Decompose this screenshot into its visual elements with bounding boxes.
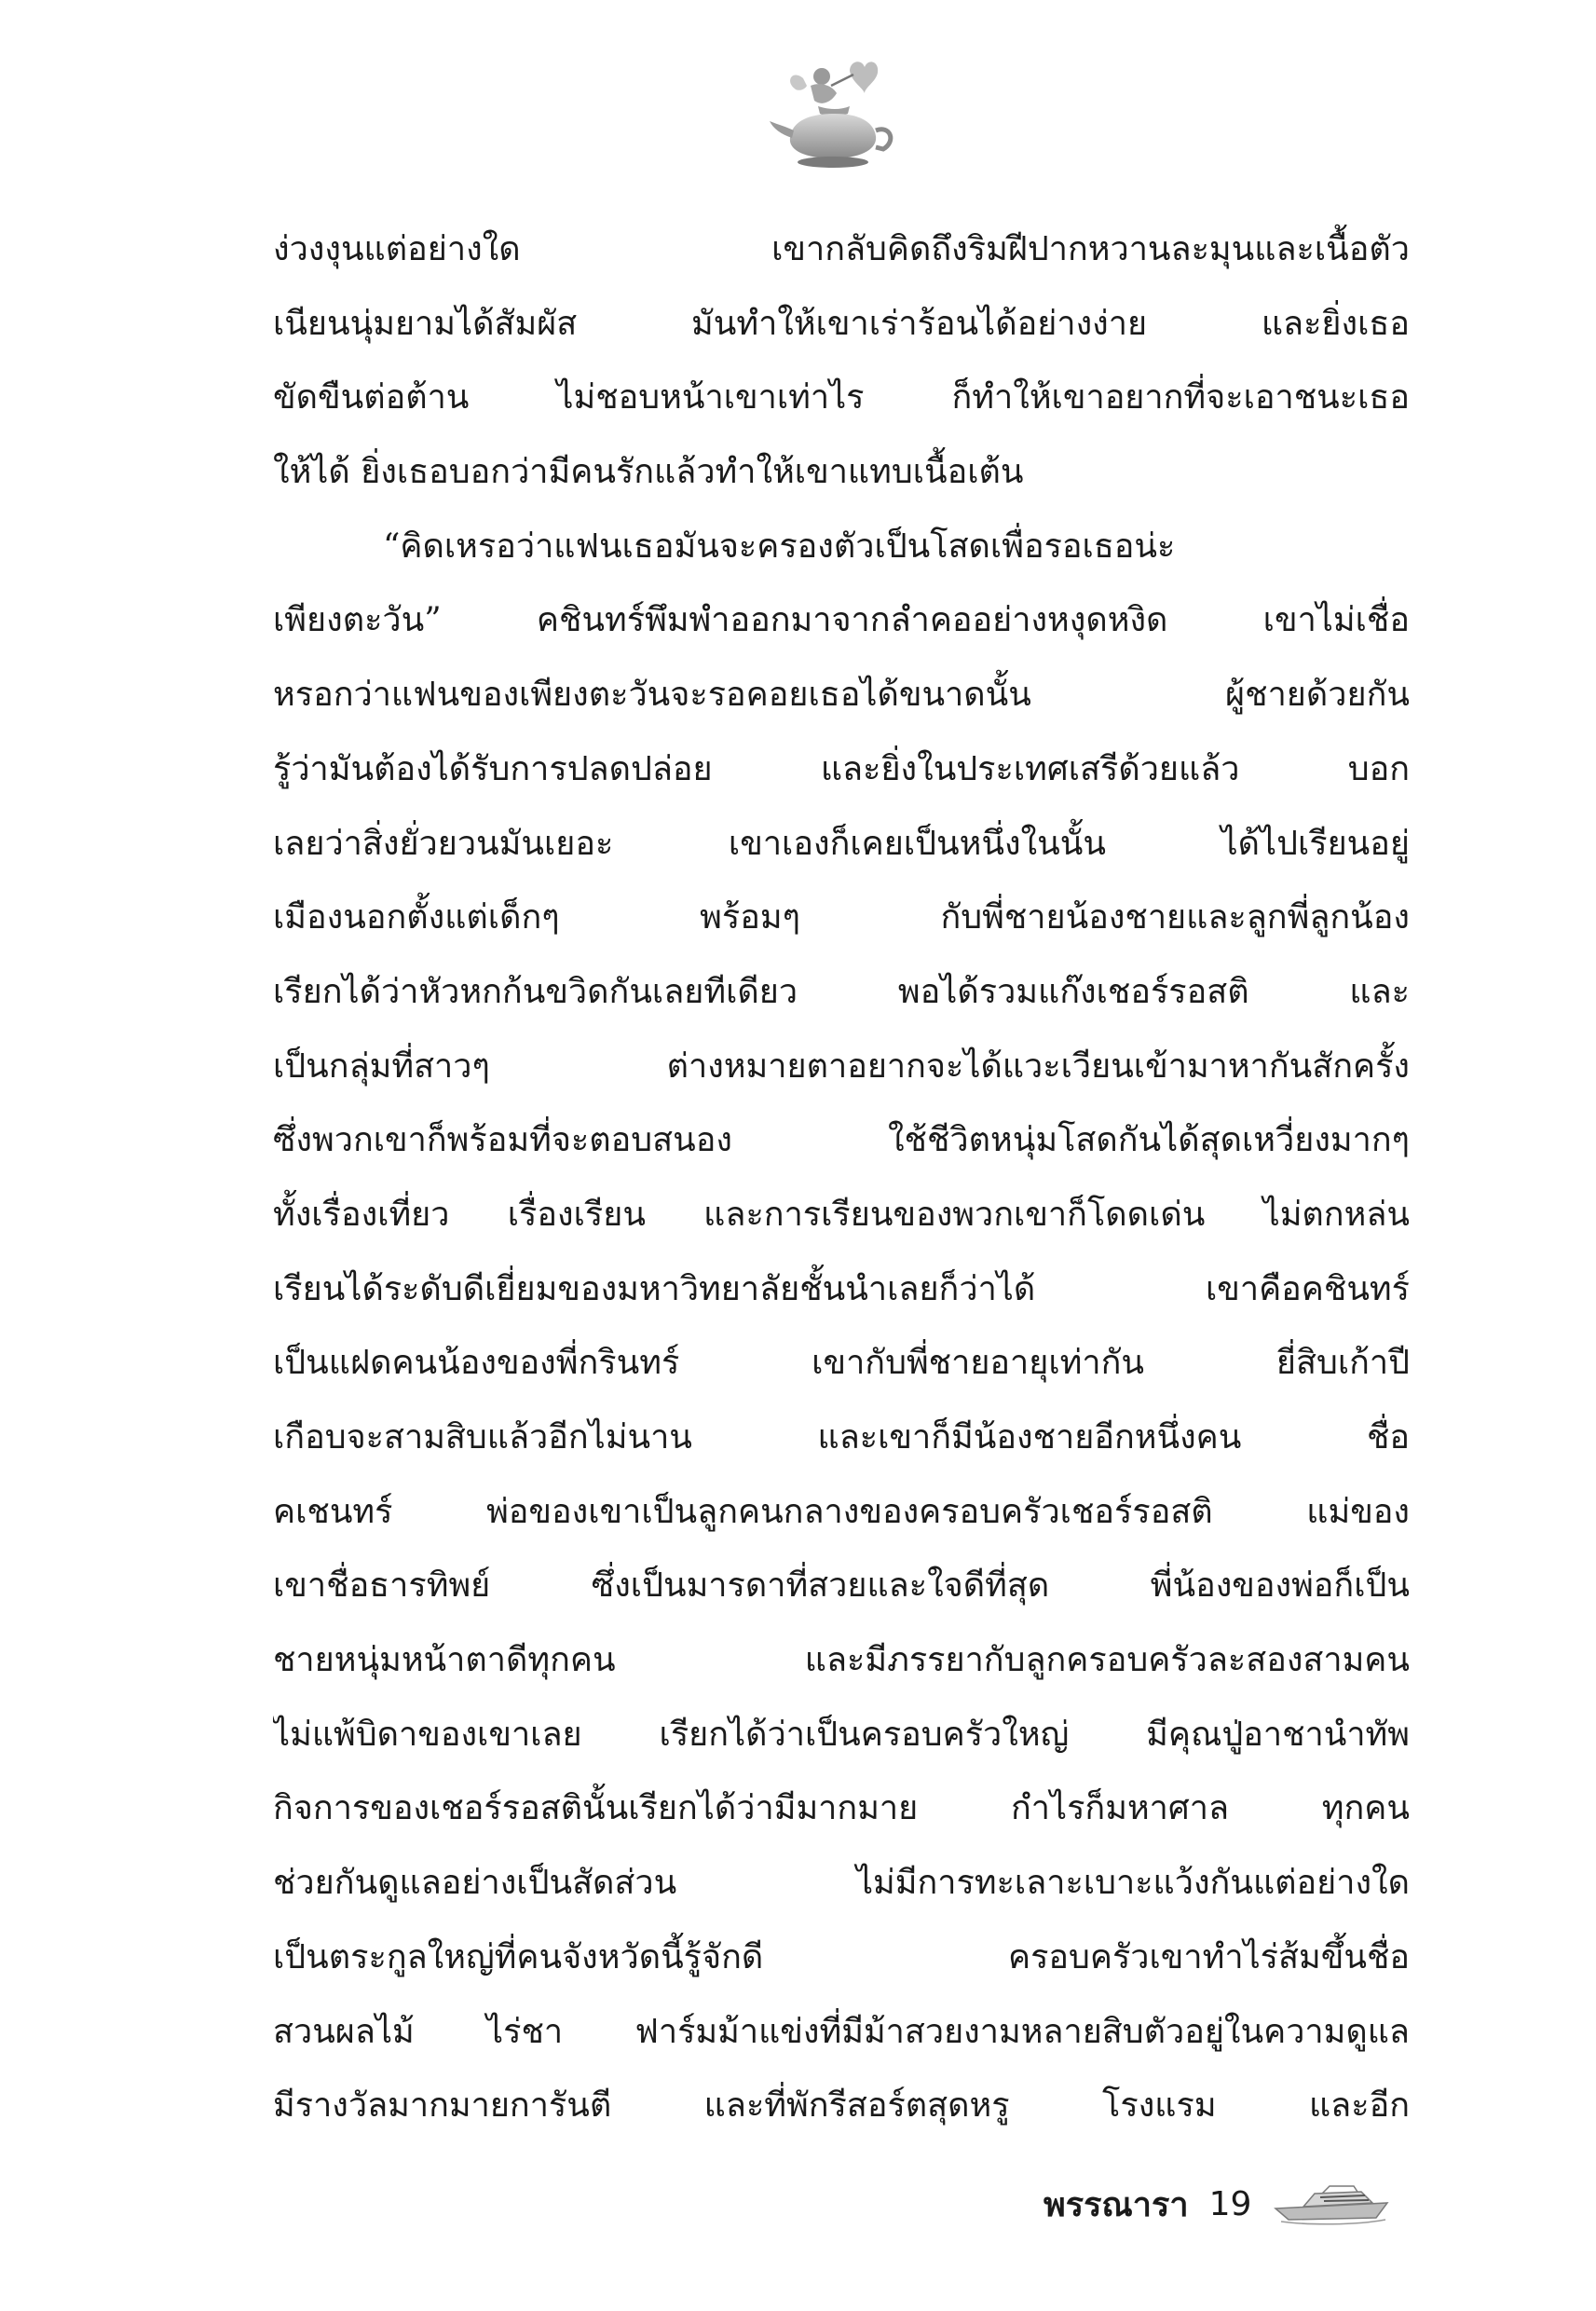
text-line: เรียกได้ว่าหัวหกก้นขวิดกันเลยทีเดียว พอได้รวมแก๊งเชอร์รอสติ และ xyxy=(273,972,1410,1011)
yacht-icon xyxy=(1272,2182,1393,2225)
text-line: คเชนทร์ พ่อของเขาเป็นลูกคนกลางของครอบครัวเชอร์รอสติ แม่ของ xyxy=(273,1492,1410,1531)
text-line: เกือบจะสามสิบแล้วอีกไม่นาน และเขาก็มีน้องชายอีกหนึ่งคน ชื่อ xyxy=(273,1418,1410,1456)
text-line: ทั้งเรื่องเที่ยว เรื่องเรียน และการเรียนของพวกเขาก็โดดเด่น ไม่ตกหล่น xyxy=(273,1195,1410,1234)
text-line: ชายหนุ่มหน้าตาดีทุกคน และมีภรรยากับลูกครอบครัวละสองสามคน xyxy=(273,1641,1410,1680)
cupid-teapot-icon xyxy=(764,45,904,185)
text-line: มีรางวัลมากมายการันตี และที่พักรีสอร์ตสุดหรู โรงแรม และอีก xyxy=(273,2086,1410,2126)
book-title: พรรณารา xyxy=(1044,2185,1189,2224)
text-line: ขัดขืนต่อต้าน ไม่ชอบหน้าเขาเท่าไร ก็ทำให้เขาอยากที่จะเอาชนะเธอ xyxy=(273,378,1410,417)
text-line: เป็นแฝดคนน้องของพี่กรินทร์ เขากับพี่ชายอายุเท่ากัน ยี่สิบเก้าปี xyxy=(273,1344,1410,1383)
text-line: ช่วยกันดูแลอย่างเป็นสัดส่วน ไม่มีการทะเลาะเบาะแว้งกันแต่อย่างใด xyxy=(273,1864,1410,1903)
page-number: 19 xyxy=(1208,2184,1252,2223)
text-line: สวนผลไม้ ไร่ชา ฟาร์มม้าแข่งที่มีม้าสวยงามหลายสิบตัวอยู่ในความดูแล xyxy=(273,2012,1410,2051)
text-line: “คิดเหรอว่าแฟนเธอมันจะครองตัวเป็นโสดเพื่อรอเธอน่ะ xyxy=(383,526,1176,566)
page-footer xyxy=(1044,2176,1393,2232)
body-text xyxy=(273,212,1410,2143)
text-line: เมืองนอกตั้งแต่เด็กๆ พร้อมๆ กับพี่ชายน้องชายและลูกพี่ลูกน้อง xyxy=(273,898,1410,937)
text-line: ให้ได้ ยิ่งเธอบอกว่ามีคนรักแล้วทำให้เขาแทบเนื้อเต้น xyxy=(273,453,1024,492)
text-line: เขาชื่อธารทิพย์ ซึ่งเป็นมารดาที่สวยและใจดีที่สุด พี่น้องของพ่อก็เป็น xyxy=(273,1566,1410,1606)
text-line: ซึ่งพวกเขาก็พร้อมที่จะตอบสนอง ใช้ชีวิตหนุ่มโสดกันได้สุดเหวี่ยงมากๆ xyxy=(273,1121,1410,1160)
text-line: ไม่แพ้บิดาของเขาเลย เรียกได้ว่าเป็นครอบครัวใหญ่ มีคุณปู่อาชานำทัพ xyxy=(273,1715,1410,1754)
text-line: รู้ว่ามันต้องได้รับการปลดปล่อย และยิ่งในประเทศเสรีด้วยแล้ว บอก xyxy=(273,749,1410,788)
text-line: เลยว่าสิ่งยั่วยวนมันเยอะ เขาเองก็เคยเป็นหนึ่งในนั้น ได้ไปเรียนอยู่ xyxy=(273,824,1410,863)
text-line: เนียนนุ่มยามได้สัมผัส มันทำให้เขาเร่าร้อนได้อย่างง่าย และยิ่งเธอ xyxy=(273,304,1410,343)
text-line: เป็นตระกูลใหญ่ที่คนจังหวัดนี้รู้จักดี ครอบครัวเขาทำไร่ส้มขึ้นชื่อ xyxy=(273,1937,1410,1976)
text-line: ง่วงงุนแต่อย่างใด เขากลับคิดถึงริมฝีปากหวานละมุนและเนื้อตัว xyxy=(273,230,1410,268)
text-line: เพียงตะวัน” คชินทร์พึมพำออกมาจากลำคออย่างหงุดหงิด เขาไม่เชื่อ xyxy=(273,601,1410,640)
text-line: เป็นกลุ่มที่สาวๆ ต่างหมายตาอยากจะได้แวะเวียนเข้ามาหากันสักครั้ง xyxy=(273,1046,1410,1086)
text-line: กิจการของเชอร์รอสตินั้นเรียกได้ว่ามีมากมาย กำไรก็มหาศาล ทุกคน xyxy=(273,1789,1410,1828)
text-line: หรอกว่าแฟนของเพียงตะวันจะรอคอยเธอได้ขนาดนั้น ผู้ชายด้วยกัน xyxy=(273,676,1410,715)
text-line: เรียนได้ระดับดีเยี่ยมของมหาวิทยาลัยชั้นนำเลยก็ว่าได้ เขาคือคชินทร์ xyxy=(273,1269,1410,1308)
